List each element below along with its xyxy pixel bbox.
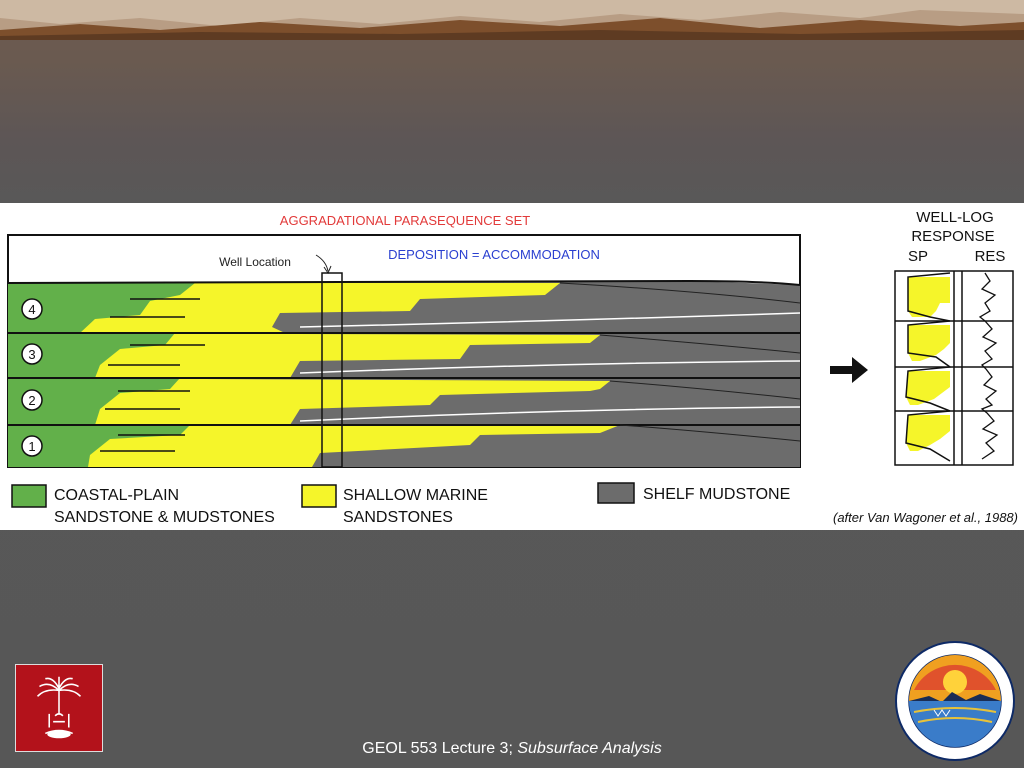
sp-label: SP <box>907 248 929 265</box>
diagram-subtitle: DEPOSITION = ACCOMMODATION <box>388 247 600 262</box>
svg-text:3: 3 <box>28 347 36 362</box>
diagram-title: AGGRADATIONAL PARASEQUENCE SET <box>279 213 531 228</box>
parasequence-marker-1 <box>22 436 42 456</box>
legend-swatch-shelf <box>598 483 634 503</box>
usc-palmetto-logo <box>15 664 103 752</box>
well-log-response-panel <box>895 271 1013 465</box>
legend-label-coastal-line2: SANDSTONE & MUDSTONES <box>54 509 275 526</box>
legend-coastal <box>12 485 275 526</box>
aggradational-parasequence-diagram <box>0 203 1024 530</box>
footer-course: GEOL 553 Lecture 3; <box>362 740 518 757</box>
svg-text:1: 1 <box>28 439 36 454</box>
parasequence-marker-3 <box>22 344 42 364</box>
parasequence-marker-2 <box>22 390 42 410</box>
legend-swatch-coastal <box>12 485 46 507</box>
legend-shelf <box>598 483 790 503</box>
citation: (after Van Wagoner et al., 1988) <box>833 510 1018 525</box>
legend-label-coastal-line1: COASTAL-PLAIN <box>54 487 180 504</box>
footer-caption <box>0 740 1024 758</box>
footer-topic: Subsurface Analysis <box>517 740 662 757</box>
parasequence-marker-4 <box>22 299 42 319</box>
arrow-right-icon <box>830 357 868 383</box>
legend-label-marine-line1: SHALLOW MARINE <box>343 487 488 504</box>
legend-label-shelf: SHELF MUDSTONE <box>643 486 791 503</box>
legend-label-marine-line2: SANDSTONES <box>343 509 453 526</box>
svg-text:2: 2 <box>28 393 36 408</box>
well-log-title-line2: RESPONSE <box>911 228 995 245</box>
well-location-arrow <box>316 255 328 271</box>
landscape-banner <box>0 0 1024 40</box>
res-label: RES <box>974 248 1006 265</box>
well-location-label: Well Location <box>219 255 291 269</box>
well-log-title-line1: WELL-LOG <box>916 209 994 226</box>
parasequence-band-3 <box>8 333 800 378</box>
legend-swatch-marine <box>302 485 336 507</box>
parasequence-band-1 <box>8 425 800 467</box>
parasequence-band-2 <box>8 378 800 425</box>
legend-marine <box>302 485 488 526</box>
svg-text:4: 4 <box>28 302 36 317</box>
